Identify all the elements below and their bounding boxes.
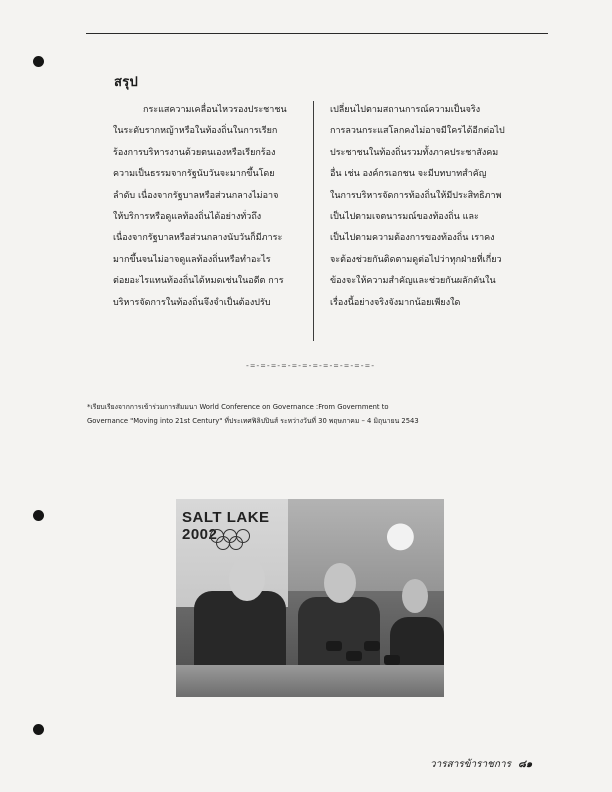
microphone-icon xyxy=(384,655,400,665)
footnote xyxy=(87,400,549,428)
background-poster xyxy=(288,499,444,591)
body-line: ลำดับ เนื่องจากรัฐบาลหรือส่วนกลางไม่อาจ xyxy=(113,190,279,201)
body-column-left xyxy=(113,100,303,314)
column-divider xyxy=(313,101,314,341)
microphone-icon xyxy=(364,641,380,651)
body-line: ต่อยอะไรแทนท้องถิ่นได้หมดเช่นในอดีต การ xyxy=(113,276,284,287)
page-footer xyxy=(430,757,532,772)
body-line: ในระดับรากหญ้าหรือในท้องถิ่นในการเรียก xyxy=(113,126,278,137)
press-conference-photo xyxy=(176,499,444,697)
footnote-line: *เรียบเรียงจากการเข้าร่วมการสัมมนา World Conference on Governance :From Government to xyxy=(87,403,389,411)
body-line: เปลี่ยนไปตามสถานการณ์ความเป็นจริง xyxy=(330,105,481,115)
section-title: สรุป xyxy=(114,75,139,90)
body-line: บริหารจัดการในท้องถิ่นจึงจำเป็นต้องปรับ xyxy=(113,297,271,308)
body-line: กระแสความเคลื่อนไหวรองประชาชน xyxy=(143,105,287,115)
journal-name: วารสารข้าราชการ xyxy=(430,759,511,770)
page-number: ๘๑ xyxy=(518,759,533,770)
body-line: มากขึ้นจนไม่อาจดูแลท้องถิ่นหรือทำอะไร xyxy=(113,254,271,265)
body-line: เนื่องจากรัฐบาลหรือส่วนกลางนับวันก็มีภาระ xyxy=(113,233,283,244)
conference-table xyxy=(176,665,444,697)
speaker-center-head xyxy=(324,563,356,603)
punch-hole-middle xyxy=(33,510,44,521)
speaker-left-head xyxy=(229,557,265,601)
banner-text: SALT LAKE 2002 xyxy=(182,509,270,543)
footnote-line: Governance "Moving into 21st Century" ที่ประเทศฟิลิปปินส์ ระหว่างวันที่ 30 พฤษภาคม – 4 มิถุนายน 2543 xyxy=(87,417,419,425)
section-separator: -=-=-=-=-=-=-=-=-=-=-=-=- xyxy=(245,361,376,370)
top-rule xyxy=(86,33,548,34)
body-line: การลวนกระแสโลกคงไม่อาจมีใครได้อีกต่อไป xyxy=(330,126,505,137)
body-line: เรื่องนี้อย่างจริงจังมากน้อยเพียงใด xyxy=(330,297,461,308)
body-line: ในการบริหารจัดการท้องถิ่นให้มีประสิทธิภาพ xyxy=(330,190,502,201)
body-line: จะต้องช่วยกันติดตามดูต่อไปว่าทุกฝ่ายที่เกี่ยว xyxy=(330,254,502,265)
body-line: เป็นไปตามเจตนารมณ์ของท้องถิ่น และ xyxy=(330,212,479,223)
punch-hole-top xyxy=(33,56,44,67)
speaker-right-head xyxy=(402,579,428,613)
microphone-icon xyxy=(346,651,362,661)
body-line: ให้บริการหรือดูแลท้องถิ่นได้อย่างทั่วถึง xyxy=(113,212,262,223)
body-line: อื่น เช่น องค์กรเอกชน จะมีบทบาทสำคัญ xyxy=(330,169,487,180)
body-line: ประชาชนในท้องถิ่นรวมทั้งภาคประชาสังคม xyxy=(330,147,499,158)
olympic-rings-icon xyxy=(210,529,262,551)
body-line: ข้องจะให้ความสำคัญและช่วยกันผลักดันใน xyxy=(330,276,496,287)
body-line: เป็นไปตามความต้องการของท้องถิ่น เราคง xyxy=(330,233,495,244)
punch-hole-bottom xyxy=(33,724,44,735)
body-line: ความเป็นธรรมจากรัฐนับวันจะมากขึ้นโดย xyxy=(113,169,275,180)
microphone-icon xyxy=(326,641,342,651)
body-column-right xyxy=(330,100,538,314)
body-line: ร้องการบริหารงานด้วยตนเองหรือเรียกร้อง xyxy=(113,147,276,158)
